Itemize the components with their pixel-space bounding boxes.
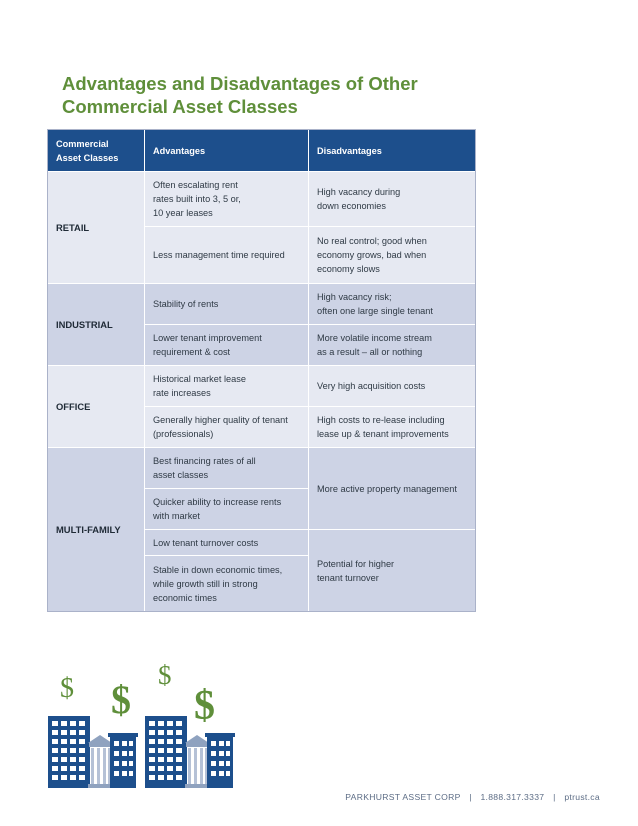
category-retail: RETAIL [48,172,145,284]
text-line: while growth still in strong [153,579,258,589]
footer-company: PARKHURST ASSET CORP [345,792,461,802]
text-line: Potential for higher [317,559,395,569]
multi-family-advantage-4 [145,556,309,613]
office-disadvantage-2 [309,407,477,448]
footer-website: ptrust.ca [564,792,600,802]
text-line: economy slows [317,264,380,274]
text-line: 10 year leases [153,208,213,218]
text-line: High vacancy during [317,187,401,197]
table-row [48,284,477,325]
footer-phone: 1.888.317.3337 [480,792,545,802]
dollar-sign-icon: $ [194,683,215,729]
text-line: High costs to re-lease including [317,415,445,425]
table-row [48,366,477,407]
industrial-advantage-1 [145,284,309,325]
retail-disadvantage-1 [309,172,477,227]
category-multi-family: MULTI-FAMILY [48,448,145,613]
text-line: Very high acquisition costs [317,381,426,391]
category-office: OFFICE [48,366,145,448]
text-line: with market [153,511,200,521]
text-line: High vacancy risk; [317,292,392,302]
columned-building-icon [185,735,209,788]
table-row [48,172,477,227]
header-asset-classes [48,130,145,172]
text-line: Low tenant turnover costs [153,537,259,548]
category-industrial: INDUSTRIAL [48,284,145,366]
office-building-icon [48,716,90,788]
dollar-sign-icon: $ [60,673,74,704]
text-line: Quicker ability to increase rents [153,497,282,507]
text-line: More active property management [317,483,457,494]
header-asset-classes-line-2: Asset Classes [56,152,119,163]
text-line: Stability of rents [153,299,219,309]
text-line: economy grows, bad when [317,250,427,260]
text-line: No real control; good when [317,236,427,246]
page-title-line-1: Advantages and Disadvantages of Other [62,73,418,94]
industrial-advantage-2 [145,325,309,366]
text-line: Generally higher quality of tenant [153,415,288,425]
retail-advantage-2 [145,227,309,284]
office-advantage-1 [145,366,309,407]
table-row [48,448,477,489]
dollar-sign-icon: $ [158,660,172,690]
header-asset-classes-line-1: Commercial [56,138,109,149]
page-title-line-2: Commercial Asset Classes [62,96,298,117]
text-line: down economies [317,201,386,211]
text-line: Often escalating rent [153,180,238,190]
text-line: (professionals) [153,429,214,439]
retail-disadvantage-2 [309,227,477,284]
page-footer [345,792,600,802]
text-line: tenant turnover [317,573,379,583]
apartment-building-icon [108,733,138,788]
text-line: rates built into 3, 5 or, [153,194,241,204]
text-line: often one large single tenant [317,306,433,316]
retail-advantage-1 [145,172,309,227]
text-line: More volatile income stream [317,333,432,343]
buildings-illustration [44,655,244,790]
footer-separator: | [553,792,556,802]
asset-classes-table [47,129,477,613]
text-line: Less management time required [153,250,285,260]
text-line: Stable in down economic times, [153,565,283,575]
text-line: lease up & tenant improvements [317,429,449,439]
text-line: economic times [153,593,217,603]
text-line: Best financing rates of all [153,456,256,466]
dollar-sign-icon: $ [111,677,131,722]
multi-family-advantage-2 [145,489,309,530]
multi-family-disadvantage-2 [309,530,477,613]
multi-family-advantage-1 [145,448,309,489]
apartment-building-icon [205,733,235,788]
text-line: Historical market lease [153,374,246,384]
office-building-icon [145,716,187,788]
office-advantage-2 [145,407,309,448]
text-line: Lower tenant improvement [153,333,262,343]
header-advantages: Advantages [145,130,309,172]
multi-family-disadvantage-1 [309,448,477,530]
office-disadvantage-1 [309,366,477,407]
text-line: as a result – all or nothing [317,347,423,357]
columned-building-icon [88,735,112,788]
text-line: rate increases [153,388,211,398]
industrial-disadvantage-1 [309,284,477,325]
footer-separator: | [469,792,472,802]
page-title [62,72,482,118]
text-line: asset classes [153,470,209,480]
multi-family-advantage-3 [145,530,309,556]
table-header-row [48,130,477,172]
text-line: requirement & cost [153,347,231,357]
header-disadvantages: Disadvantages [309,130,477,172]
industrial-disadvantage-2 [309,325,477,366]
